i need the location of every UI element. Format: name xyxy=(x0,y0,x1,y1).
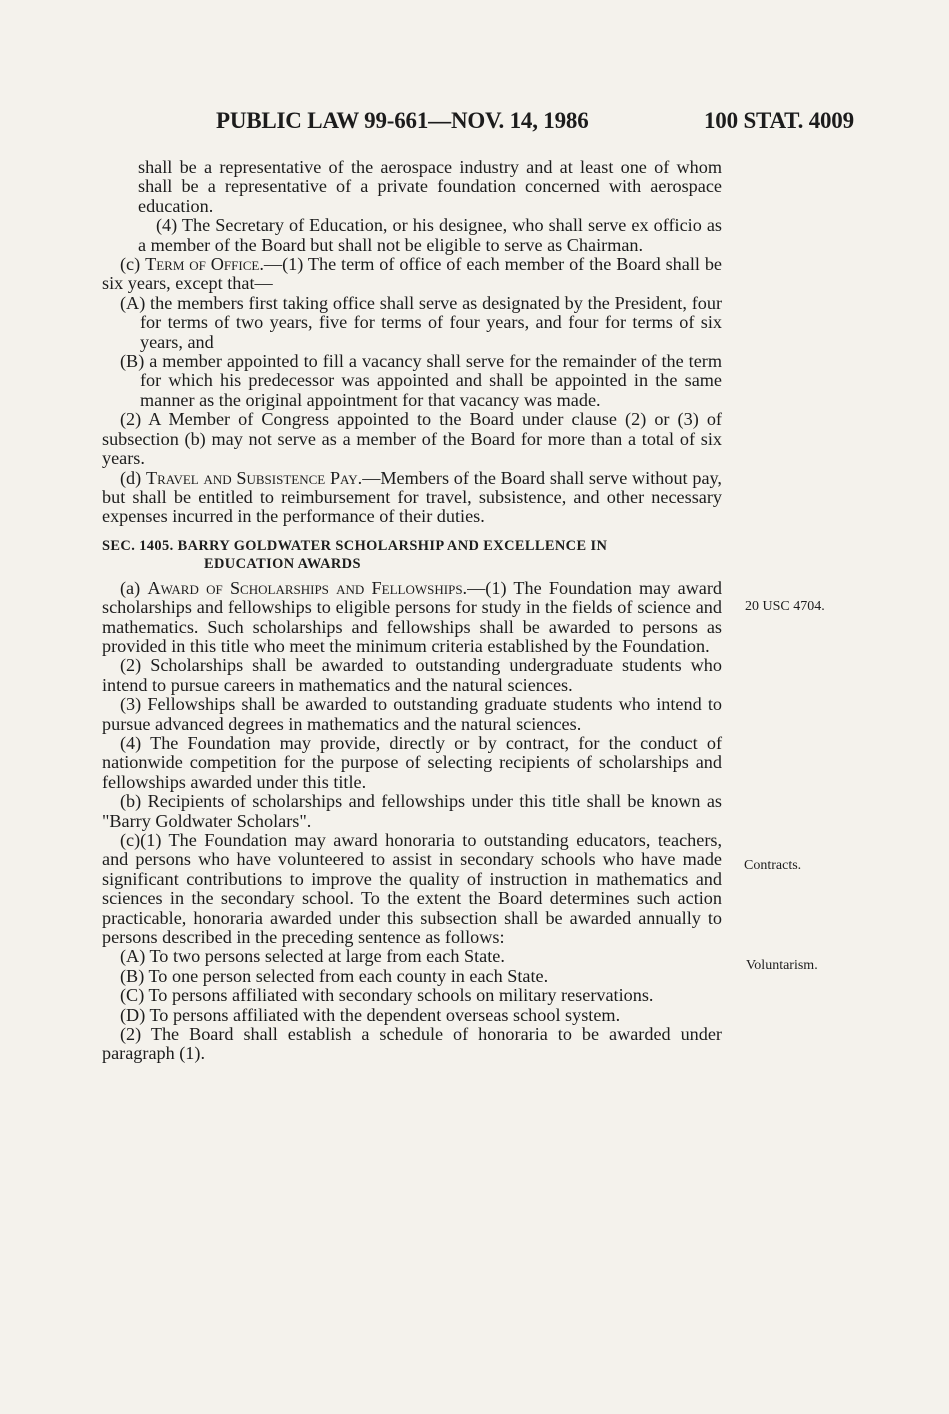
margin-note-voluntarism: Voluntarism. xyxy=(746,958,818,973)
paragraph-a3: (3) Fellowships shall be awarded to outstanding graduate students who intend to pursue advanced degrees in mathematics and the natural sciences. xyxy=(102,694,722,734)
paragraph-a2: (2) Scholarships shall be awarded to outstanding undergraduate students who intend to pursue careers in mathematics and the natural sciences. xyxy=(102,655,722,695)
paragraph-2 xyxy=(102,216,722,255)
subsection-d-caption: Travel and Subsistence Pay. xyxy=(145,467,363,488)
subsection-c1: (c)(1) The Foundation may award honoraria to outstanding educators, teachers, and persons who have volunteered to assist in secondary schools who have made significant contributions to improve the quality of instruction in mathematics and sciences in the secondary school. To the extent the Board determines such action practicable, honoraria awarded under this subsection shall be awarded annually to persons described in the preceding sentence as follows: xyxy=(102,830,722,948)
subsection-d-lead: (d) xyxy=(120,467,146,488)
subsection-d xyxy=(102,469,722,527)
page-header xyxy=(0,108,949,138)
section-heading-line-1: SEC. 1405. BARRY GOLDWATER SCHOLARSHIP AND EXCELLENCE IN xyxy=(102,537,608,554)
paragraph-c2-schedule: (2) The Board shall establish a schedule of honoraria to be awarded under paragraph (1). xyxy=(102,1024,722,1064)
section-heading xyxy=(102,537,722,573)
paragraph-c2: (2) A Member of Congress appointed to the Board under clause (2) or (3) of subsection (b) may not serve as a member of the Board for more than a total of six years. xyxy=(102,409,722,469)
paragraph-a4: (4) The Foundation may provide, directly or by contract, for the conduct of nationwide competition for the purpose of selecting recipients of scholarships and fellowships awarded under this title. xyxy=(102,732,722,792)
public-law-citation: PUBLIC LAW 99-661—NOV. 14, 1986 xyxy=(216,108,589,133)
section-heading-line-2: EDUCATION AWARDS xyxy=(204,555,361,572)
honoraria-clause-d: (D) To persons affiliated with the dependent overseas school system. xyxy=(120,1004,621,1025)
subsection-c-lead: (c) xyxy=(120,254,146,275)
honoraria-clause-c: (C) To persons affiliated with secondary schools on military reservations. xyxy=(120,985,654,1006)
clause-a: (A) the members first taking office shall serve as designated by the President, four for terms of two years, five for terms of four years, and four for terms of six years, and xyxy=(120,292,722,352)
subsection-b: (b) Recipients of scholarships and fellowships under this title shall be known as "Barry Goldwater Scholars". xyxy=(102,791,722,831)
subsection-a-text: —(1) The Foundation may award scholarships and fellowships to eligible persons for study in the fields of science and mathematics. Such scholarships and fellowships shall be awarded to persons as provided in this title who meet the minimum criteria established by the Foundation. xyxy=(102,577,723,656)
subsection-c xyxy=(102,255,722,294)
honoraria-clause-b: (B) To one person selected from each county in each State. xyxy=(120,965,549,986)
margin-note-usc: 20 USC 4704. xyxy=(745,599,825,614)
subsection-a-caption: Award of Scholarships and Fellowships. xyxy=(147,577,468,598)
clause-b: (B) a member appointed to fill a vacancy shall serve for the remainder of the term for which his predecessor was appointed and shall be appointed in the same manner as the original appointment for that vacancy was made. xyxy=(120,351,722,410)
subsection-c-text: —(1) The term of office of each member of the Board shall be six years, except that— xyxy=(102,254,723,294)
honoraria-clause-a: (A) To two persons selected at large from each State. xyxy=(120,946,505,967)
subsection-a-lead: (a) xyxy=(120,577,148,598)
body-text xyxy=(102,158,722,1064)
statute-page-number: 100 STAT. 4009 xyxy=(704,108,854,133)
paragraph-1: shall be a representative of the aerospace industry and at least one of whom shall be a representative of a private foundation concerned with aerospace education. xyxy=(138,157,722,216)
margin-note-contracts: Contracts. xyxy=(744,858,802,873)
subsection-c-caption: Term of Office. xyxy=(145,254,264,275)
paragraph-2-text: (4) The Secretary of Education, or his designee, who shall serve ex officio as a member of the Board but shall not be eligible to serve as Chairman. xyxy=(138,215,722,255)
subsection-d-text: —Members of the Board shall serve without pay, but shall be entitled to reimbursement for travel, subsistence, and other necessary expenses incurred in the performance of their duties. xyxy=(102,467,722,527)
subsection-a xyxy=(102,579,722,657)
